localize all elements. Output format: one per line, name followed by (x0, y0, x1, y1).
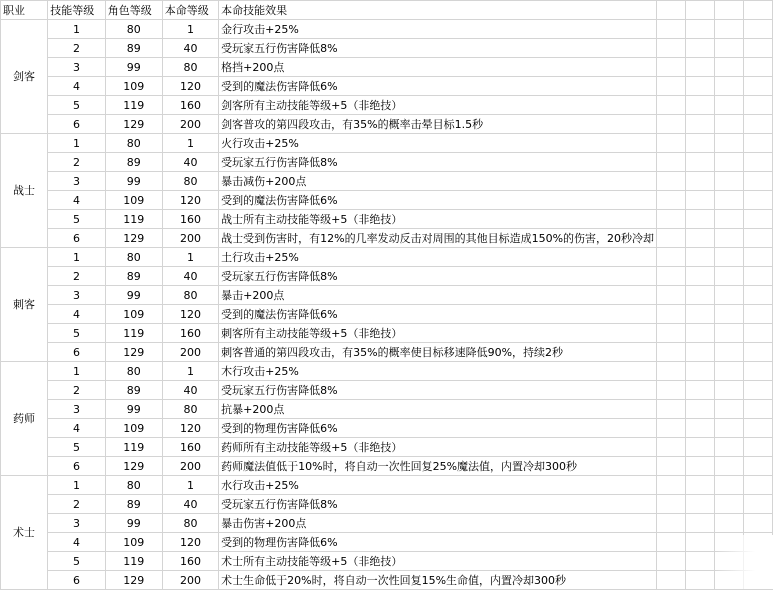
skill-level-cell: 6 (48, 571, 105, 590)
char-level-cell: 129 (105, 457, 162, 476)
header-natal-level: 本命等级 (162, 1, 218, 20)
skill-level-cell: 3 (48, 400, 105, 419)
skill-level-cell: 5 (48, 438, 105, 457)
empty-cell (743, 438, 772, 457)
empty-cell (743, 305, 772, 324)
empty-cell (685, 457, 714, 476)
empty-cell (685, 533, 714, 552)
char-level-cell: 89 (105, 267, 162, 286)
effect-cell: 药师所有主动技能等级+5（非绝技） (219, 438, 657, 457)
empty-cell (685, 286, 714, 305)
empty-cell (685, 115, 714, 134)
empty-cell (714, 229, 743, 248)
empty-cell (714, 58, 743, 77)
skill-level-cell: 6 (48, 343, 105, 362)
empty-cell (657, 210, 686, 229)
skill-level-cell: 4 (48, 191, 105, 210)
empty-cell (685, 191, 714, 210)
empty-cell (714, 362, 743, 381)
natal-level-cell: 40 (162, 153, 218, 172)
skill-level-cell: 1 (48, 134, 105, 153)
table-row (1, 115, 773, 134)
natal-level-cell: 1 (162, 20, 218, 39)
empty-cell (743, 191, 772, 210)
empty-cell (714, 210, 743, 229)
effect-cell: 金行攻击+25% (219, 20, 657, 39)
effect-cell: 术士所有主动技能等级+5（非绝技） (219, 552, 657, 571)
empty-cell (657, 571, 686, 590)
natal-level-cell: 160 (162, 96, 218, 115)
table-row (1, 343, 773, 362)
empty-cell (657, 134, 686, 153)
effect-cell: 受玩家五行伤害降低8% (219, 267, 657, 286)
char-level-cell: 89 (105, 381, 162, 400)
empty-cell (685, 210, 714, 229)
table-row (1, 305, 773, 324)
empty-cell (743, 286, 772, 305)
empty-cell (714, 324, 743, 343)
char-level-cell: 89 (105, 153, 162, 172)
empty-cell (685, 419, 714, 438)
empty-cell (657, 286, 686, 305)
skill-level-cell: 4 (48, 77, 105, 96)
effect-cell: 受到的魔法伤害降低6% (219, 191, 657, 210)
natal-level-cell: 120 (162, 77, 218, 96)
empty-cell (743, 324, 772, 343)
char-level-cell: 129 (105, 571, 162, 590)
header-char-level: 角色等级 (105, 1, 162, 20)
natal-level-cell: 120 (162, 305, 218, 324)
class-name-cell: 刺客 (1, 248, 48, 362)
char-level-cell: 109 (105, 533, 162, 552)
empty-cell (657, 514, 686, 533)
header-skill-level: 技能等级 (48, 1, 105, 20)
natal-level-cell: 40 (162, 381, 218, 400)
skill-level-cell: 1 (48, 362, 105, 381)
skill-level-cell: 5 (48, 96, 105, 115)
natal-level-cell: 200 (162, 571, 218, 590)
empty-cell (714, 1, 743, 20)
natal-level-cell: 40 (162, 495, 218, 514)
effect-cell: 受到的魔法伤害降低6% (219, 305, 657, 324)
skill-level-cell: 3 (48, 514, 105, 533)
empty-cell (743, 419, 772, 438)
char-level-cell: 119 (105, 438, 162, 457)
char-level-cell: 80 (105, 20, 162, 39)
class-name-cell: 剑客 (1, 20, 48, 134)
char-level-cell: 109 (105, 305, 162, 324)
natal-level-cell: 120 (162, 191, 218, 210)
table-row (1, 400, 773, 419)
empty-cell (685, 77, 714, 96)
empty-cell (714, 476, 743, 495)
table-row (1, 457, 773, 476)
header-row (1, 1, 773, 20)
empty-cell (743, 343, 772, 362)
empty-cell (685, 476, 714, 495)
empty-cell (657, 172, 686, 191)
skill-level-cell: 3 (48, 172, 105, 191)
char-level-cell: 99 (105, 172, 162, 191)
empty-cell (714, 514, 743, 533)
effect-cell: 战士受到伤害时，有12%的几率发动反击对周围的其他目标造成150%的伤害，20秒冷却 (219, 229, 657, 248)
empty-cell (743, 381, 772, 400)
effect-cell: 暴击伤害+200点 (219, 514, 657, 533)
empty-cell (685, 305, 714, 324)
empty-cell (714, 343, 743, 362)
empty-cell (657, 476, 686, 495)
char-level-cell: 99 (105, 58, 162, 77)
empty-cell (714, 267, 743, 286)
empty-cell (657, 305, 686, 324)
empty-cell (743, 134, 772, 153)
empty-cell (657, 1, 686, 20)
empty-cell (685, 267, 714, 286)
skill-level-cell: 3 (48, 58, 105, 77)
empty-cell (743, 362, 772, 381)
natal-level-cell: 80 (162, 286, 218, 305)
table-row (1, 362, 773, 381)
effect-cell: 刺客普通的第四段攻击，有35%的概率使目标移速降低90%，持续2秒 (219, 343, 657, 362)
effect-cell: 火行攻击+25% (219, 134, 657, 153)
empty-cell (685, 343, 714, 362)
skill-level-cell: 1 (48, 476, 105, 495)
table-row (1, 191, 773, 210)
empty-cell (743, 400, 772, 419)
skill-level-cell: 2 (48, 267, 105, 286)
table-row (1, 172, 773, 191)
skill-level-cell: 5 (48, 324, 105, 343)
natal-level-cell: 80 (162, 58, 218, 77)
char-level-cell: 119 (105, 96, 162, 115)
empty-cell (743, 1, 772, 20)
empty-cell (743, 39, 772, 58)
empty-cell (657, 267, 686, 286)
empty-cell (743, 210, 772, 229)
empty-cell (685, 96, 714, 115)
empty-cell (743, 457, 772, 476)
empty-cell (714, 191, 743, 210)
skill-level-cell: 1 (48, 20, 105, 39)
effect-cell: 抗暴+200点 (219, 400, 657, 419)
natal-level-cell: 40 (162, 39, 218, 58)
class-name-cell: 术士 (1, 476, 48, 590)
char-level-cell: 89 (105, 495, 162, 514)
empty-cell (685, 400, 714, 419)
empty-cell (714, 400, 743, 419)
empty-cell (685, 362, 714, 381)
empty-cell (743, 96, 772, 115)
effect-cell: 木行攻击+25% (219, 362, 657, 381)
empty-cell (685, 134, 714, 153)
empty-cell (657, 400, 686, 419)
empty-cell (657, 153, 686, 172)
table-row (1, 419, 773, 438)
effect-cell: 土行攻击+25% (219, 248, 657, 267)
table-row (1, 381, 773, 400)
table-row (1, 77, 773, 96)
char-level-cell: 80 (105, 248, 162, 267)
empty-cell (685, 172, 714, 191)
natal-level-cell: 1 (162, 476, 218, 495)
effect-cell: 暴击减伤+200点 (219, 172, 657, 191)
char-level-cell: 119 (105, 324, 162, 343)
table-row (1, 58, 773, 77)
effect-cell: 剑客普攻的第四段攻击，有35%的概率击晕目标1.5秒 (219, 115, 657, 134)
empty-cell (714, 20, 743, 39)
empty-cell (714, 115, 743, 134)
empty-cell (657, 457, 686, 476)
char-level-cell: 99 (105, 400, 162, 419)
empty-cell (714, 96, 743, 115)
effect-cell: 受玩家五行伤害降低8% (219, 381, 657, 400)
skill-level-cell: 6 (48, 115, 105, 134)
empty-cell (714, 153, 743, 172)
table-row (1, 324, 773, 343)
empty-cell (657, 362, 686, 381)
table-row (1, 267, 773, 286)
empty-cell (685, 39, 714, 58)
effect-cell: 战士所有主动技能等级+5（非绝技） (219, 210, 657, 229)
empty-cell (743, 248, 772, 267)
empty-cell (657, 533, 686, 552)
char-level-cell: 129 (105, 229, 162, 248)
char-level-cell: 99 (105, 286, 162, 305)
empty-cell (743, 20, 772, 39)
natal-level-cell: 160 (162, 324, 218, 343)
skill-level-cell: 5 (48, 552, 105, 571)
table-row (1, 514, 773, 533)
empty-cell (657, 115, 686, 134)
empty-cell (657, 419, 686, 438)
table-row (1, 153, 773, 172)
natal-level-cell: 200 (162, 343, 218, 362)
empty-cell (657, 20, 686, 39)
table-row (1, 229, 773, 248)
skill-level-cell: 2 (48, 381, 105, 400)
char-level-cell: 109 (105, 191, 162, 210)
skill-level-cell: 4 (48, 419, 105, 438)
table-row (1, 533, 773, 552)
empty-cell (657, 77, 686, 96)
natal-level-cell: 120 (162, 419, 218, 438)
empty-cell (743, 267, 772, 286)
char-level-cell: 129 (105, 115, 162, 134)
empty-cell (714, 381, 743, 400)
empty-cell (743, 58, 772, 77)
char-level-cell: 80 (105, 134, 162, 153)
natal-level-cell: 1 (162, 134, 218, 153)
effect-cell: 受玩家五行伤害降低8% (219, 153, 657, 172)
empty-cell (714, 438, 743, 457)
empty-cell (657, 229, 686, 248)
empty-cell (657, 191, 686, 210)
empty-cell (714, 305, 743, 324)
empty-cell (714, 77, 743, 96)
natal-level-cell: 80 (162, 172, 218, 191)
effect-cell: 受到的物理伤害降低6% (219, 419, 657, 438)
natal-level-cell: 40 (162, 267, 218, 286)
skill-level-cell: 5 (48, 210, 105, 229)
effect-cell: 受玩家五行伤害降低8% (219, 495, 657, 514)
skill-level-cell: 3 (48, 286, 105, 305)
empty-cell (685, 229, 714, 248)
char-level-cell: 89 (105, 39, 162, 58)
empty-cell (714, 134, 743, 153)
effect-cell: 刺客所有主动技能等级+5（非绝技） (219, 324, 657, 343)
empty-cell (743, 115, 772, 134)
empty-cell (685, 571, 714, 590)
effect-cell: 受到的物理伤害降低6% (219, 533, 657, 552)
natal-level-cell: 160 (162, 552, 218, 571)
natal-level-cell: 1 (162, 248, 218, 267)
empty-cell (685, 324, 714, 343)
effect-cell: 剑客所有主动技能等级+5（非绝技） (219, 96, 657, 115)
empty-cell (657, 324, 686, 343)
empty-cell (685, 248, 714, 267)
char-level-cell: 119 (105, 552, 162, 571)
char-level-cell: 109 (105, 77, 162, 96)
skill-level-cell: 6 (48, 229, 105, 248)
class-name-cell: 战士 (1, 134, 48, 248)
natal-level-cell: 200 (162, 457, 218, 476)
empty-cell (685, 20, 714, 39)
char-level-cell: 109 (105, 419, 162, 438)
skill-level-cell: 2 (48, 495, 105, 514)
table-row (1, 286, 773, 305)
empty-cell (743, 495, 772, 514)
skill-level-cell: 2 (48, 153, 105, 172)
empty-cell (657, 381, 686, 400)
empty-cell (657, 58, 686, 77)
skill-level-cell: 6 (48, 457, 105, 476)
skill-level-cell: 4 (48, 533, 105, 552)
empty-cell (685, 514, 714, 533)
empty-cell (743, 77, 772, 96)
effect-cell: 暴击+200点 (219, 286, 657, 305)
empty-cell (657, 438, 686, 457)
natal-level-cell: 1 (162, 362, 218, 381)
char-level-cell: 119 (105, 210, 162, 229)
natal-level-cell: 200 (162, 229, 218, 248)
skill-level-cell: 4 (48, 305, 105, 324)
table-row (1, 20, 773, 39)
empty-cell (714, 39, 743, 58)
table-row (1, 210, 773, 229)
empty-cell (743, 514, 772, 533)
empty-cell (685, 495, 714, 514)
table-row (1, 134, 773, 153)
empty-cell (685, 58, 714, 77)
empty-cell (714, 172, 743, 191)
skill-level-cell: 2 (48, 39, 105, 58)
effect-cell: 受到的魔法伤害降低6% (219, 77, 657, 96)
table-row (1, 476, 773, 495)
empty-cell (714, 495, 743, 514)
empty-cell (685, 381, 714, 400)
natal-level-cell: 80 (162, 400, 218, 419)
empty-cell (685, 1, 714, 20)
empty-cell (743, 172, 772, 191)
corner-fade (715, 535, 773, 589)
empty-cell (657, 343, 686, 362)
char-level-cell: 80 (105, 476, 162, 495)
natal-level-cell: 160 (162, 438, 218, 457)
empty-cell (714, 419, 743, 438)
table-row (1, 96, 773, 115)
effect-cell: 格挡+200点 (219, 58, 657, 77)
empty-cell (685, 552, 714, 571)
empty-cell (714, 457, 743, 476)
effect-cell: 受玩家五行伤害降低8% (219, 39, 657, 58)
empty-cell (714, 248, 743, 267)
char-level-cell: 129 (105, 343, 162, 362)
natal-level-cell: 200 (162, 115, 218, 134)
table-row (1, 248, 773, 267)
empty-cell (657, 552, 686, 571)
effect-cell: 术士生命低于20%时，将自动一次性回复15%生命值，内置冷却300秒 (219, 571, 657, 590)
table-row (1, 571, 773, 590)
empty-cell (714, 286, 743, 305)
empty-cell (743, 153, 772, 172)
natal-level-cell: 120 (162, 533, 218, 552)
empty-cell (657, 39, 686, 58)
header-class: 职业 (1, 1, 48, 20)
header-effect: 本命技能效果 (219, 1, 657, 20)
natal-level-cell: 80 (162, 514, 218, 533)
skill-level-cell: 1 (48, 248, 105, 267)
effect-cell: 水行攻击+25% (219, 476, 657, 495)
effect-cell: 药师魔法值低于10%时，将自动一次性回复25%魔法值，内置冷却300秒 (219, 457, 657, 476)
char-level-cell: 80 (105, 362, 162, 381)
empty-cell (685, 153, 714, 172)
empty-cell (685, 438, 714, 457)
natal-level-cell: 160 (162, 210, 218, 229)
empty-cell (657, 96, 686, 115)
table-row (1, 495, 773, 514)
table-row (1, 438, 773, 457)
class-name-cell: 药师 (1, 362, 48, 476)
char-level-cell: 99 (105, 514, 162, 533)
table-row (1, 552, 773, 571)
table-row (1, 39, 773, 58)
empty-cell (657, 248, 686, 267)
empty-cell (743, 229, 772, 248)
empty-cell (657, 495, 686, 514)
empty-cell (743, 476, 772, 495)
